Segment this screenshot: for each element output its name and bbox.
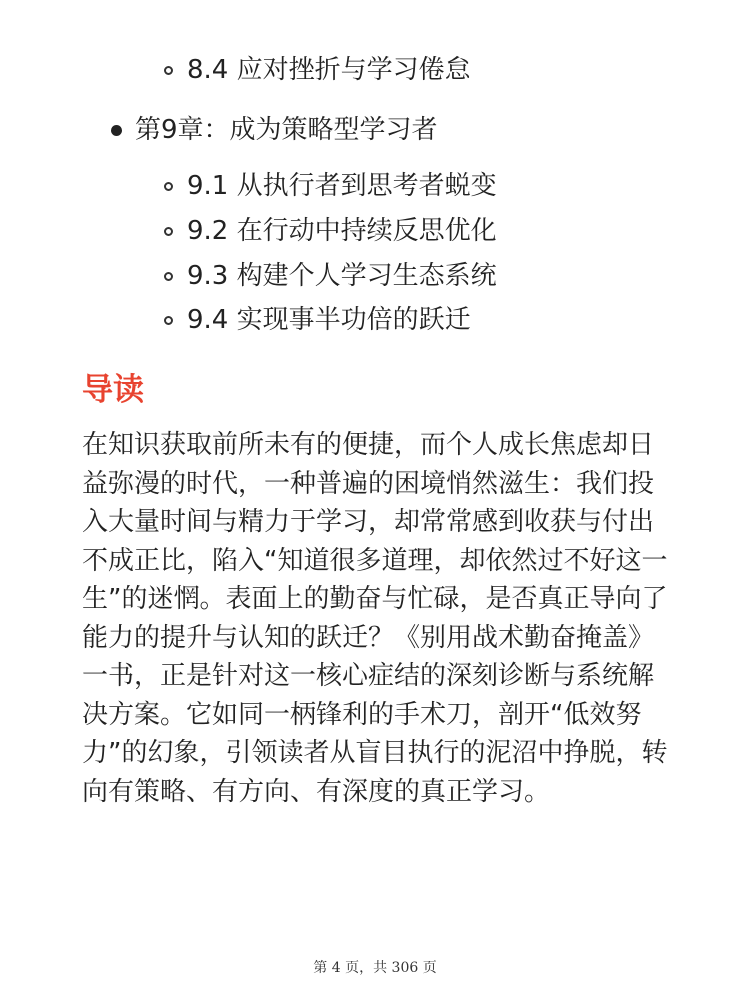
section-heading: 导读 xyxy=(82,372,144,408)
solid-bullet-icon xyxy=(111,125,122,136)
toc-item-9-3[interactable]: 9.3 构建个人学习生态系统 xyxy=(187,261,497,291)
toc-chapter-9[interactable]: 第9章：成为策略型学习者 xyxy=(135,115,438,145)
toc-item-9-4[interactable]: 9.4 实现事半功倍的跃迁 xyxy=(187,305,471,335)
page-number-footer: 第 4 页，共 306 页 xyxy=(313,960,437,976)
toc-item-8-4[interactable]: 8.4 应对挫折与学习倦怠 xyxy=(187,55,471,85)
body-paragraph: 在知识获取前所未有的便捷，而个人成长焦虑却日益弥漫的时代，一种普遍的困境悄然滋生：我们投入大量时间与精力于学习，却常常感到收获与付出不成正比，陷入“知道很多道理，却依然过不好这一生”的迷惘。表面上的勤奋与忙碌，是否真正导向了能力的提升与认知的跃迁？《别用战术勤奋掩盖》一书，正是针对这一核心症结的深刻诊断与系统解决方案。它如同一柄锋利的手术刀，剖开“低效努力”的幻象，引领读者从盲目执行的泥沼中挣脱，转向有策略、有方向、有深度的真正学习。 xyxy=(82,430,668,807)
hollow-bullet-icon xyxy=(164,316,173,325)
toc-item-9-1[interactable]: 9.1 从执行者到思考者蜕变 xyxy=(187,171,497,201)
hollow-bullet-icon xyxy=(164,66,173,75)
hollow-bullet-icon xyxy=(164,227,173,236)
toc-item-9-2[interactable]: 9.2 在行动中持续反思优化 xyxy=(187,216,497,246)
hollow-bullet-icon xyxy=(164,182,173,191)
hollow-bullet-icon xyxy=(164,272,173,281)
